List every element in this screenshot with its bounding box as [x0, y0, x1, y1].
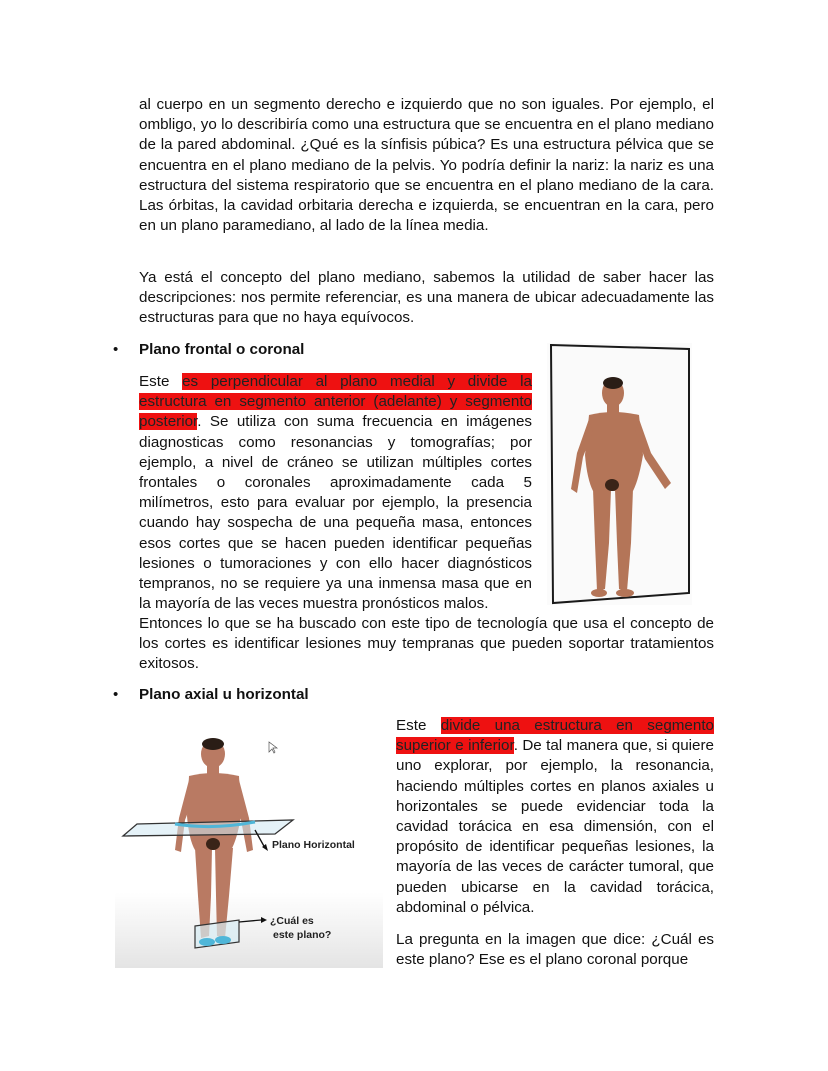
frontal-plane-figure [547, 343, 692, 605]
heading-axial: Plano axial u horizontal [139, 686, 309, 703]
axial-highlight: divide una estructura en segmento superior e inferior [396, 717, 714, 755]
paragraph-axial [396, 716, 714, 918]
axial-lead: Este [396, 717, 441, 734]
frontal-lead: Este [139, 373, 183, 390]
paragraph-frontal [139, 372, 532, 614]
label-cual-es: ¿Cuál es [270, 915, 314, 927]
paragraph-mediano: Ya está el concepto del plano mediano, sabemos la utilidad de saber hacer las descripciones: nos permite referenciar, es una manera de ubicar adecuadamente las estructuras para que no haya equívocos. [139, 269, 714, 327]
axial-rest: . De tal manera que, si quiere uno explorar, por ejemplo, la resonancia, haciendo múltiples cortes en planos axiales u horizontales se puede evidenciar toda la cavidad torácica en esa dimensión, con el propósito de identificar pequeñas lesiones, la mayoría de las veces de carácter tumoral, que pueden ubicarse en la cavidad torácica, abdominal o pélvica. [396, 737, 715, 916]
heading-frontal: Plano frontal o coronal [139, 341, 305, 358]
frontal-rest: . Se utiliza con suma frecuencia en imágenes diagnosticas como resonancias y tomografías; por ejemplo, a nivel de cráneo se utilizan múltiples cortes frontales o coronales aproximadamente cada 5 milímetros, esto para evaluar por ejemplo, la presencia cuando hay sospecha de una pequeña masa, entonces esos cortes que se hacen pueden identificar pequeñas lesiones o tumoraciones y con ello hacer diagnósticos tempranos, no se requiere ya una inmensa masa que en la mayoría de las veces muestra pronósticos malos. [139, 413, 532, 613]
frontal-highlight: es perpendicular al plano medial y divide la estructura en segmento anterior (adelante) y segmento posterior [139, 373, 532, 431]
paragraph-axial-question: La pregunta en la imagen que dice: ¿Cuál es este plano? Ese es el plano coronal porque [396, 931, 714, 969]
axial-plane-figure [115, 716, 383, 968]
bullet-axial: • [113, 686, 119, 703]
paragraph-frontal-continuation: Entonces lo que se ha buscado con este tipo de tecnología que usa el concepto de los cortes es identificar lesiones muy tempranas que pueden soportar tratamientos exitosos. [139, 615, 714, 673]
bullet-frontal: • [113, 341, 119, 358]
label-plano-horizontal: Plano Horizontal [272, 839, 355, 851]
label-este-plano: este plano? [273, 929, 332, 941]
paragraph-intro: al cuerpo en un segmento derecho e izquierdo que no son iguales. Por ejemplo, el ombligo, yo lo describiría como una estructura que se encuentra en el plano mediano de la pared abdominal. ¿Qué es la sínfisis púbica? Es una estructura pélvica que se encuentra en el plano mediano de la pelvis. Yo podría definir la nariz: la nariz es una estructura del sistema respiratorio que se encuentra en el plano mediano de la cara. Las órbitas, la cavidad orbitaria derecha e izquierda, se encuentran en la cara, pero en un plano paramediano, al lado de la línea media. [139, 96, 714, 235]
